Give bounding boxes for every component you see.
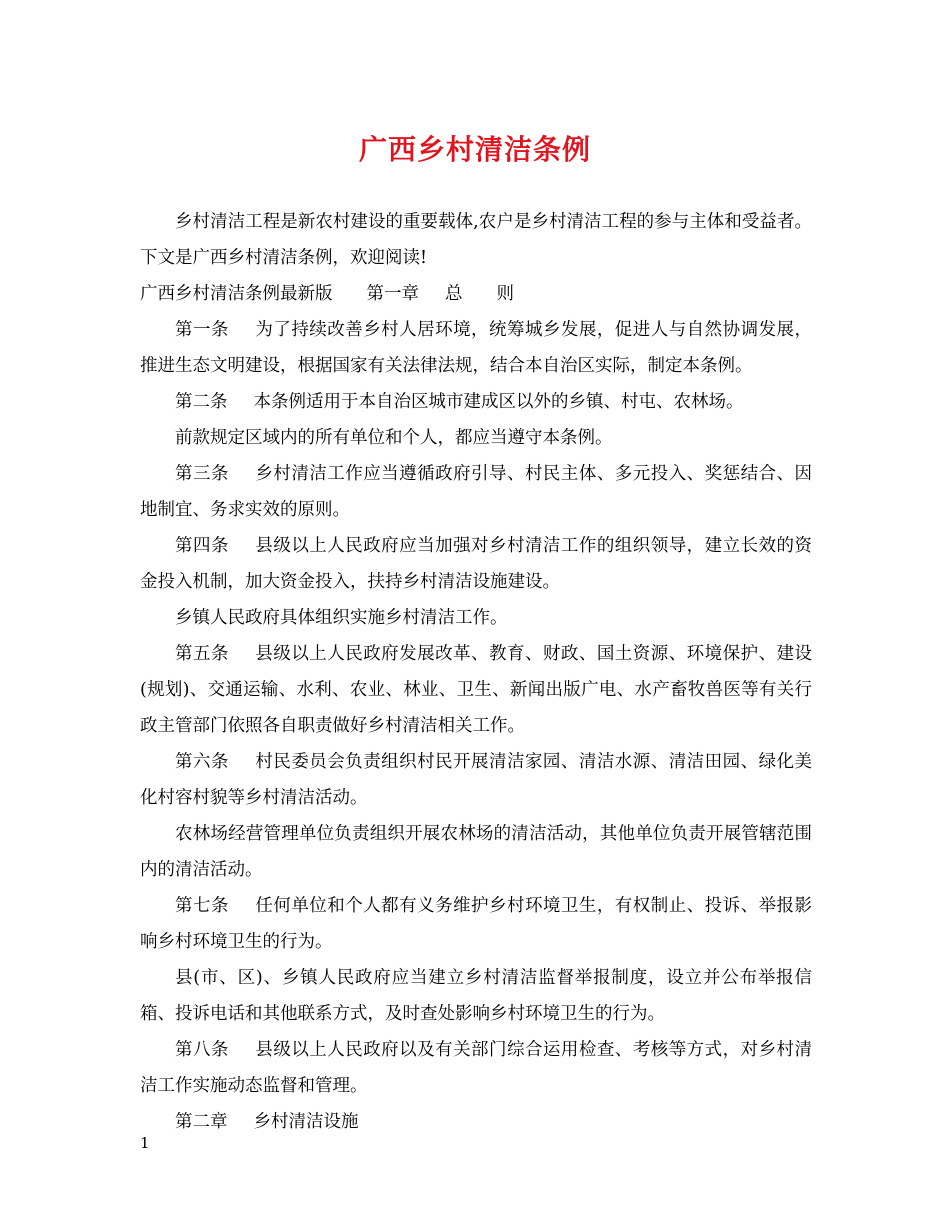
article-text: 农林场经营管理单位负责组织开展农林场的清洁活动，其他单位负责开展管辖范围内的清洁活动。 [140,824,812,880]
article-text: 前款规定区域内的所有单位和个人，都应当遵守本条例。 [175,428,613,448]
chapter-2-heading [140,1104,812,1140]
article-label: 第一条 [175,320,229,340]
article-paragraph [140,1032,812,1104]
article-label: 第八条 [175,1040,229,1060]
article-text: 县(市、区)、乡镇人民政府应当建立乡村清洁监督举报制度，设立并公布举报信箱、投诉电话和其他联系方式，及时查处影响乡村环境卫生的行为。 [140,968,812,1024]
article-text: 村民委员会负责组织村民开展清洁家园、清洁水源、清洁田园、绿化美化村容村貌等乡村清洁活动。 [140,752,813,808]
version-line [140,276,812,312]
page-number: 1 [140,1134,150,1152]
article-label: 第三条 [175,464,229,484]
article-paragraph [140,888,812,960]
article-label: 第七条 [175,896,229,916]
article-text: 县级以上人民政府以及有关部门综合运用检查、考核等方式，对乡村清洁工作实施动态监督和管理。 [140,1040,813,1096]
version-prefix: 广西乡村清洁条例最新版 [140,284,333,304]
chapter-2-name: 乡村清洁设施 [253,1112,359,1132]
article-text: 县级以上人民政府应当加强对乡村清洁工作的组织领导，建立长效的资金投入机制，加大资金投入，扶持乡村清洁设施建设。 [140,536,813,592]
article-paragraph [140,528,812,600]
article-label: 第六条 [175,752,229,772]
intro-paragraph: 乡村清洁工程是新农村建设的重要载体,农户是乡村清洁工程的参与主体和受益者。下文是广西乡村清洁条例，欢迎阅读! [140,212,812,268]
article-text: 本条例适用于本自治区城市建成区以外的乡镇、村屯、农林场。 [253,392,744,412]
article-label: 第五条 [175,644,229,664]
article-paragraph [140,456,812,528]
article-label: 第四条 [175,536,229,556]
article-text: 县级以上人民政府发展改革、教育、财政、国土资源、环境保护、建设(规划)、交通运输、水利、农业、林业、卫生、新闻出版广电、水产畜牧兽医等有关行政主管部门依照各自职责做好乡村清洁相关工作。 [140,644,813,736]
chapter-1-word-2: 则 [496,284,514,304]
article-paragraph [140,600,812,636]
article-text: 乡村清洁工作应当遵循政府引导、村民主体、多元投入、奖惩结合、因地制宜、务求实效的原则。 [140,464,813,520]
article-paragraph [140,816,812,888]
chapter-1-word-1: 总 [445,284,463,304]
article-label: 第二条 [175,392,228,412]
article-text: 为了持续改善乡村人居环境，统筹城乡发展，促进人与自然协调发展，推进生态文明建设，根据国家有关法律法规，结合本自治区实际，制定本条例。 [140,320,813,376]
article-text: 乡镇人民政府具体组织实施乡村清洁工作。 [175,608,508,628]
article-paragraph [140,312,812,384]
article-paragraph [140,420,812,456]
article-paragraph [140,960,812,1032]
article-text: 任何单位和个人都有义务维护乡村环境卫生，有权制止、投诉、举报影响乡村环境卫生的行为。 [140,896,813,952]
article-paragraph [140,744,812,816]
article-paragraph [140,384,812,420]
article-paragraph [140,636,812,744]
document-title: 广西乡村清洁条例 [358,133,591,166]
document-body [140,204,812,1140]
chapter-1-label: 第一章 [366,284,419,304]
chapter-2-label: 第二章 [175,1112,228,1132]
